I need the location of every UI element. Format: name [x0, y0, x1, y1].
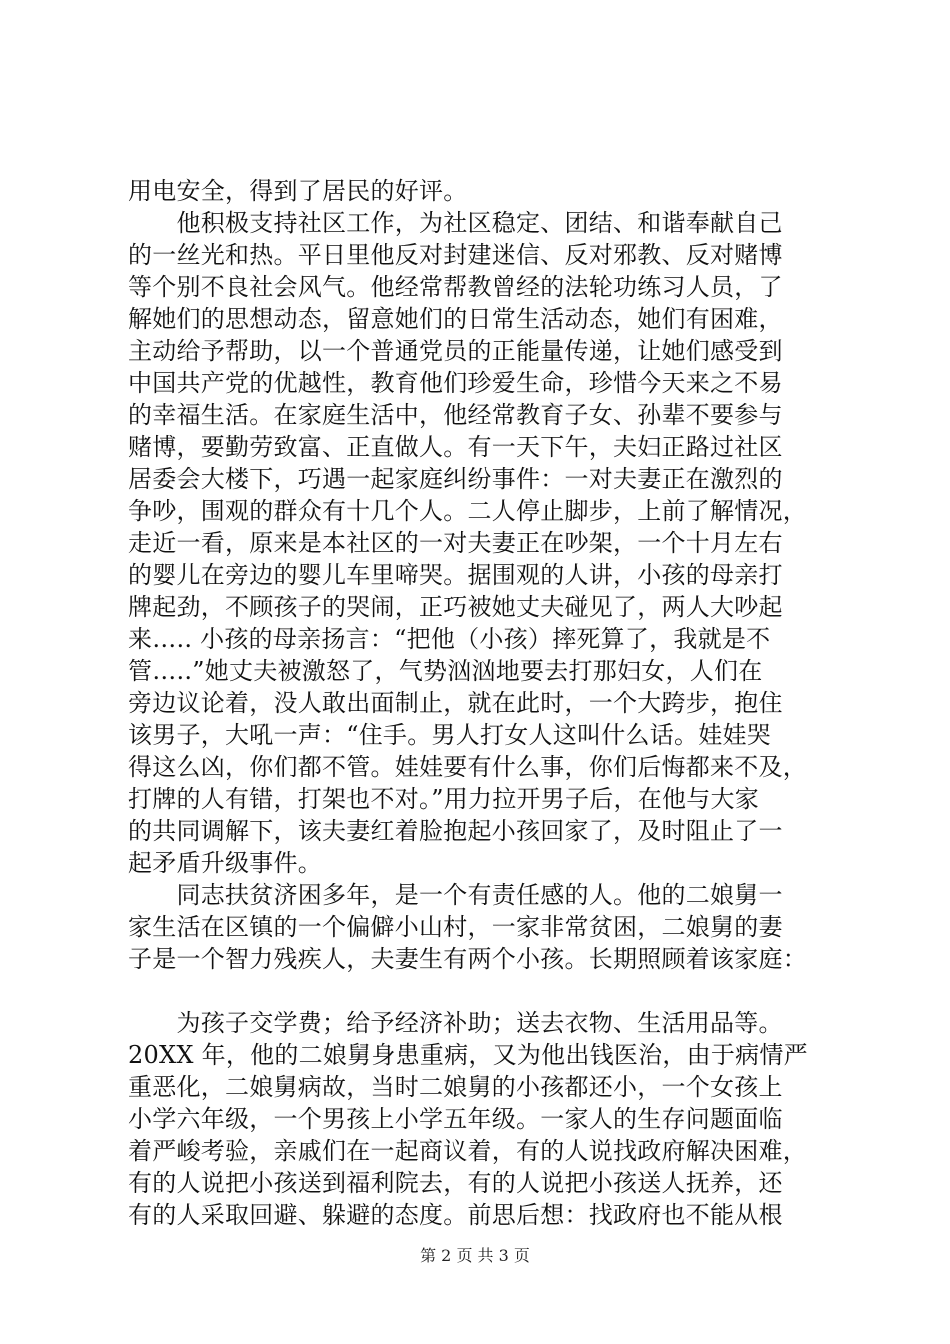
text-line: 家生活在区镇的一个偏僻小山村，一家非常贫困，二娘舅的妻	[128, 913, 783, 941]
text-line: 旁边议论着，没人敢出面制止，就在此时，一个大跨步，抱住	[128, 689, 783, 717]
text-line: 等个别不良社会风气。他经常帮教曾经的法轮功练习人员，了	[128, 273, 783, 301]
text-line: 来….. 小孩的母亲扬言：“把他（小孩）摔死算了，我就是不	[128, 625, 771, 653]
text-line: 用电安全，得到了居民的好评。	[128, 177, 468, 205]
text-line: 有的人说把小孩送到福利院去，有的人说把小孩送人抚养，还	[128, 1169, 783, 1197]
text-line: 同志扶贫济困多年，是一个有责任感的人。他的二娘舅一	[128, 881, 783, 909]
text-line: 子是一个智力残疾人，夫妻生有两个小孩。长期照顾着该家庭：	[128, 945, 807, 973]
text-line: 走近一看，原来是本社区的一对夫妻正在吵架，一个十月左右	[128, 529, 783, 557]
text-line: 着严峻考验，亲戚们在一起商议着，有的人说找政府解决困难，	[128, 1137, 807, 1165]
text-line: 的共同调解下，该夫妻红着脸抱起小孩回家了，及时阻止了一	[128, 817, 783, 845]
text-line: 为孩子交学费；给予经济补助；送去衣物、生活用品等。	[128, 1009, 783, 1037]
text-line: 赌博，要勤劳致富、正直做人。有一天下午，夫妇正路过社区	[128, 433, 783, 461]
text-line: 的婴儿在旁边的婴儿车里啼哭。据围观的人讲，小孩的母亲打	[128, 561, 783, 589]
text-line: 牌起劲，不顾孩子的哭闹，正巧被她丈夫碰见了，两人大吵起	[128, 593, 783, 621]
text-line: 管…..”她丈夫被激怒了，气势汹汹地要去打那妇女，人们在	[128, 657, 763, 685]
text-line: 争吵，围观的群众有十几个人。二人停止脚步，上前了解情况，	[128, 497, 807, 525]
text-line: 的幸福生活。在家庭生活中，他经常教育子女、孙辈不要参与	[128, 401, 783, 429]
text-line: 小学六年级，一个男孩上小学五年级。一家人的生存问题面临	[128, 1105, 783, 1133]
text-line: 主动给予帮助，以一个普通党员的正能量传递，让她们感受到	[128, 337, 783, 365]
text-line: 解她们的思想动态，留意她们的日常生活动态，她们有困难，	[128, 305, 783, 333]
text-line: 重恶化，二娘舅病故，当时二娘舅的小孩都还小，一个女孩上	[128, 1073, 783, 1101]
page-footer: 第 2 页 共 3 页	[420, 1246, 530, 1265]
text-line: 起矛盾升级事件。	[128, 849, 322, 877]
text-line: 20XX 年，他的二娘舅身患重病，又为他出钱医治，由于病情严	[128, 1041, 808, 1069]
text-line: 打牌的人有错，打架也不对。”用力拉开男子后，在他与大家	[128, 785, 760, 813]
text-line: 中国共产党的优越性，教育他们珍爱生命，珍惜今天来之不易	[128, 369, 783, 397]
text-line: 的一丝光和热。平日里他反对封建迷信、反对邪教、反对赌博	[128, 241, 783, 269]
text-line: 该男子，大吼一声：“住手。男人打女人这叫什么话。娃娃哭	[128, 721, 772, 749]
text-line: 他积极支持社区工作，为社区稳定、团结、和谐奉献自己	[128, 209, 783, 237]
text-line: 居委会大楼下，巧遇一起家庭纠纷事件：一对夫妻正在激烈的	[128, 465, 783, 493]
text-line: 得这么凶，你们都不管。娃娃要有什么事，你们后悔都来不及，	[128, 753, 807, 781]
text-line: 有的人采取回避、躲避的态度。前思后想：找政府也不能从根	[128, 1201, 783, 1229]
